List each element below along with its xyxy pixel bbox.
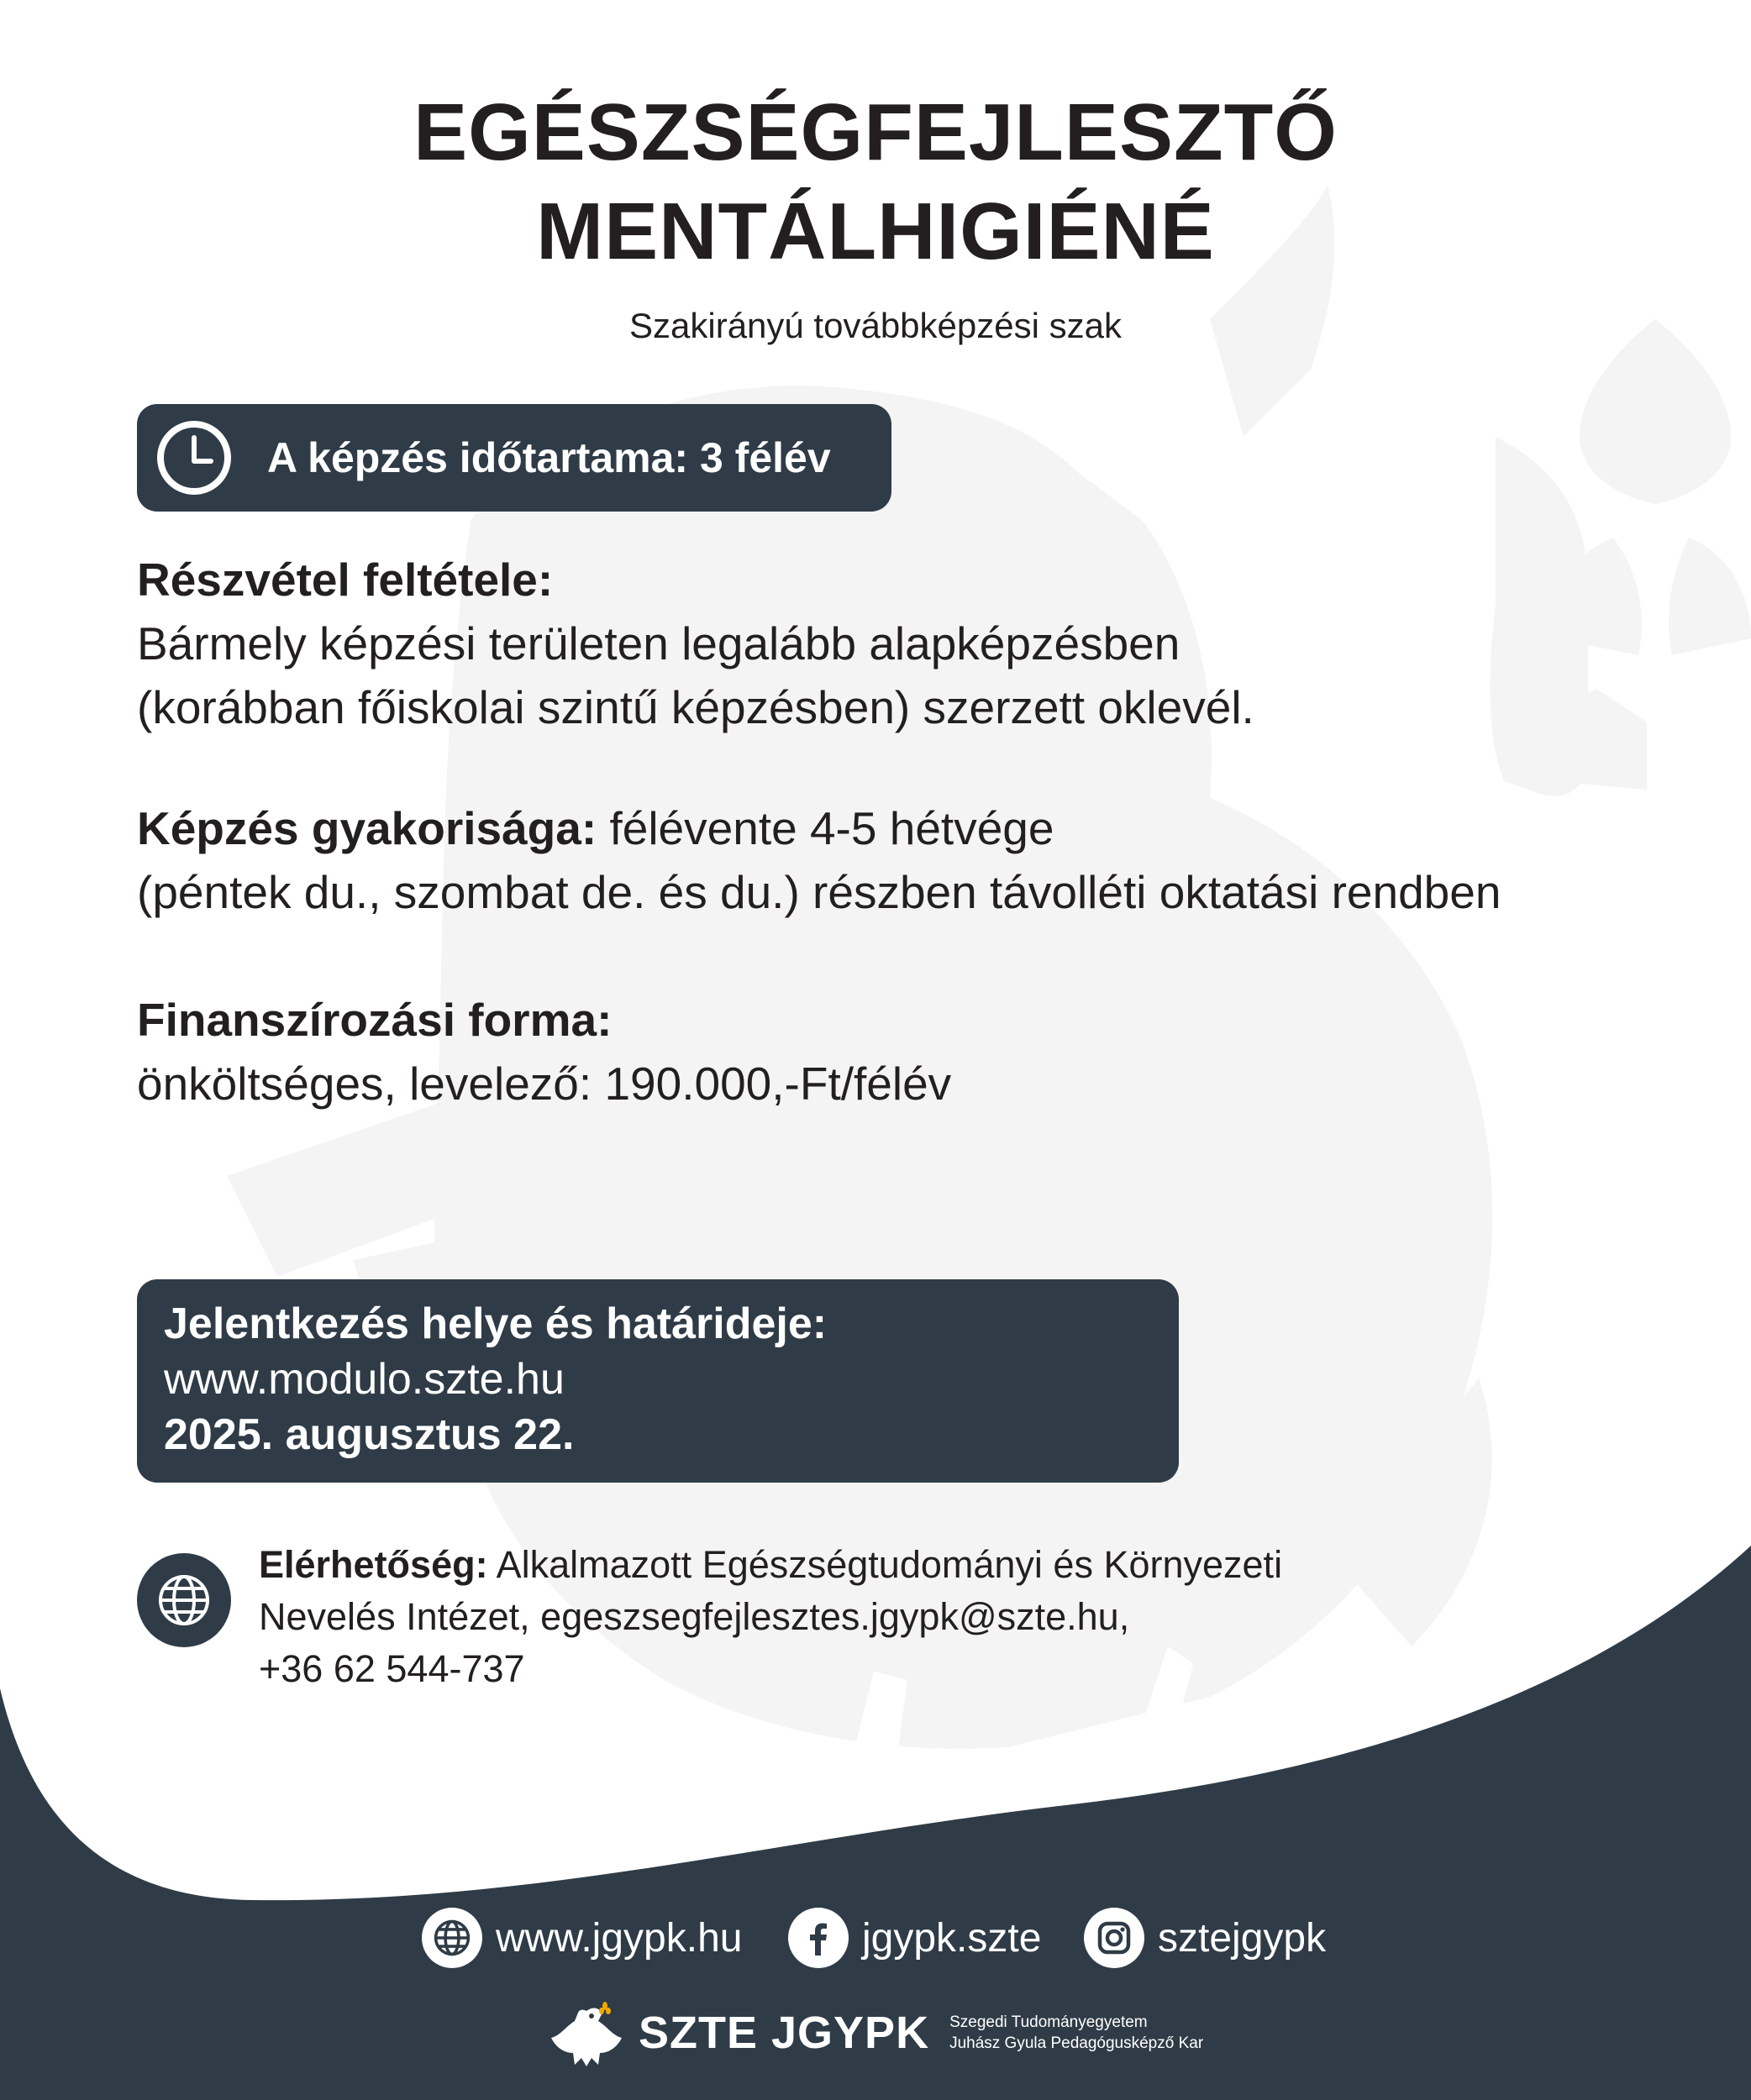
application-title: Jelentkezés helye és határideje:: [164, 1299, 828, 1348]
frequency-section: [137, 796, 1501, 924]
brand-subtitle-line-1: Szegedi Tudományegyetem: [949, 2013, 1148, 2031]
brand-name: SZTE JGYPK: [639, 2008, 930, 2058]
frequency-value: félévente 4-5 hétvége: [597, 802, 1054, 854]
contact-label: Elérhetőség:: [259, 1543, 488, 1586]
footer-facebook-text: jgypk.szte: [862, 1915, 1042, 1961]
contact-line-2[interactable]: Nevelés Intézet, egeszsegfejlesztes.jgypk@szte.hu,: [259, 1595, 1130, 1638]
application-url-link[interactable]: www.modulo.szte.hu: [164, 1355, 565, 1404]
footer-facebook-link[interactable]: [788, 1907, 1041, 1969]
financing-value: önköltséges, levelező: 190.000,-Ft/félév: [137, 1058, 952, 1110]
application-box: [137, 1279, 1179, 1483]
footer-instagram-link[interactable]: [1084, 1907, 1326, 1969]
brand-subtitle-line-2: Juhász Gyula Pedagógusképző Kar: [949, 2034, 1204, 2052]
financing-section: [137, 988, 951, 1116]
duration-label: A képzés időtartama: 3 félév: [267, 434, 831, 481]
facebook-icon: [799, 1919, 838, 1957]
duration-banner: [137, 404, 891, 512]
requirements-heading: Részvétel feltétele:: [137, 554, 554, 606]
contact-globe-badge: [137, 1553, 231, 1647]
footer-website-text: www.jgypk.hu: [496, 1915, 743, 1961]
contact-line-1: Alkalmazott Egészségtudományi és Környezeti: [487, 1543, 1283, 1586]
page-title-line-2: MENTÁLHIGIÉNÉ: [536, 186, 1215, 276]
clock-icon: [155, 419, 233, 496]
page-subtitle: Szakirányú továbbképzési szak: [629, 306, 1122, 345]
instagram-icon: [1096, 1919, 1133, 1956]
university-emblem-icon: [549, 1998, 623, 2068]
brand-subtitle: [949, 2012, 1203, 2054]
financing-heading: Finanszírozási forma:: [137, 994, 613, 1046]
page-title-line-1: EGÉSZSÉGFEJLESZTŐ: [413, 87, 1338, 177]
requirements-section: [137, 548, 1254, 739]
globe-icon: [433, 1919, 471, 1957]
footer-instagram-text: sztejgypk: [1158, 1915, 1327, 1961]
requirements-line-2: (korábban főiskolai szintű képzésben) szerzett oklevél.: [137, 681, 1254, 733]
globe-icon: [157, 1573, 211, 1627]
frequency-heading: Képzés gyakorisága:: [137, 802, 597, 854]
contact-phone[interactable]: +36 62 544-737: [259, 1647, 525, 1690]
frequency-line-2: (péntek du., szombat de. és du.) részben távolléti oktatási rendben: [137, 866, 1501, 918]
requirements-line-1: Bármely képzési területen legalább alapképzésben: [137, 617, 1180, 669]
application-deadline: 2025. augusztus 22.: [164, 1410, 575, 1459]
footer-website-link[interactable]: [422, 1907, 742, 1969]
institution-brand: [549, 1999, 1203, 2066]
contact-info: [259, 1539, 1282, 1695]
